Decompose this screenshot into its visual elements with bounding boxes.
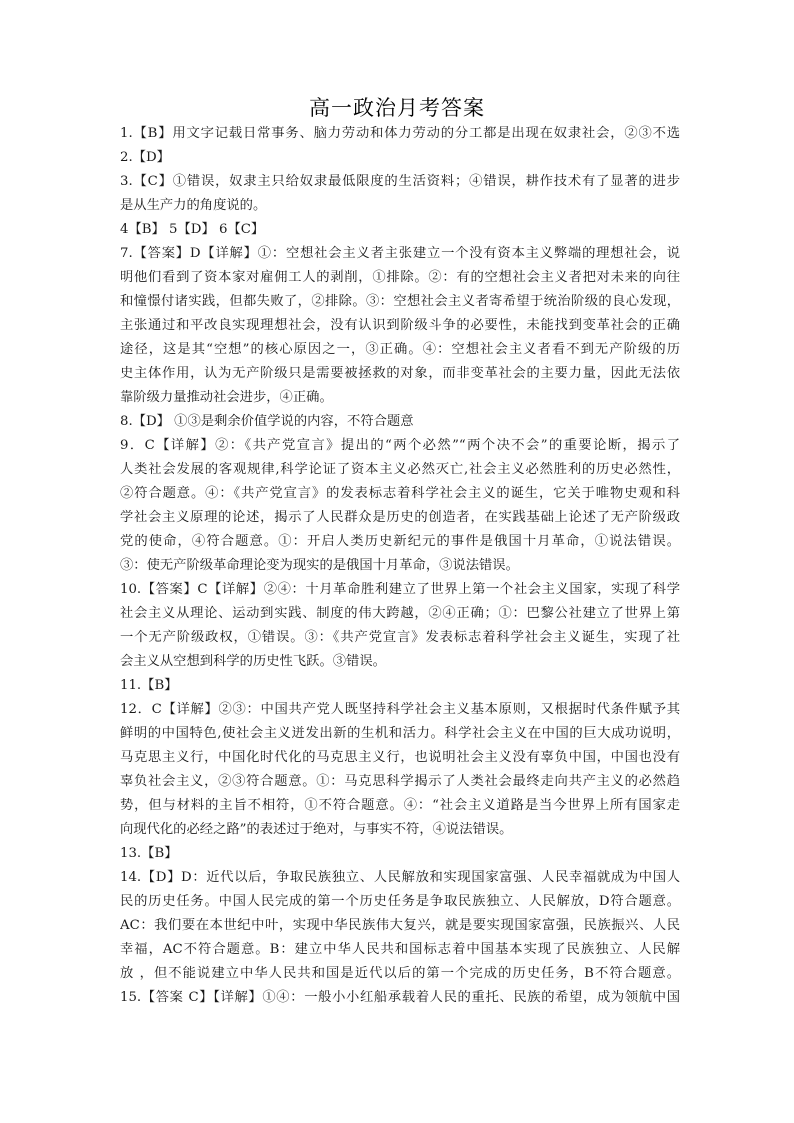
text-line: 向现代化的必经之路”的表述过于绝对，与事实不符，④说法错误。 <box>120 822 513 837</box>
text-line: 和憧憬付诸实践，但都失败了，②排除。③：空想社会主义者寄希望于统治阶级的良心发现， <box>120 294 680 309</box>
text-line: 一个无产阶级政权，①错误。③：《共产党宣言》发表标志着科学社会主义诞生，实现了社 <box>120 630 680 645</box>
text-line: 社会主义从理论、运动到实践、制度的伟大跨越，②④正确；①：巴黎公社建立了世界上第 <box>120 606 680 621</box>
text-line: 13.【B】 <box>120 846 178 861</box>
text-line: 明他们看到了资本家对雇佣工人的剥削，①排除。②：有的空想社会主义者把对未来的向往 <box>120 270 680 285</box>
text-line: 史主体作用，认为无产阶级只是需要被拯救的对象，而非变革社会的主要力量，因此无法依 <box>120 366 680 381</box>
text-line: 15.【答案 C】【详解】①④：一般小小红船承载着人民的重托、民族的希望，成为领航中国 <box>120 990 680 1005</box>
text-line: 途径，这是其“空想”的核心原因之一，③正确。④：空想社会主义者看不到无产阶级的历 <box>120 342 680 357</box>
text-line: 人类社会发展的客观规律,科学论证了资本主义必然灭亡,社会主义必然胜利的历史必然性， <box>120 462 680 477</box>
text-line: 4【B】 5【D】 6【C】 <box>120 222 265 237</box>
text-line: 马克思主义行，中国化时代化的马克思主义行，也说明社会主义没有辜负中国，中国也没有 <box>120 750 680 765</box>
text-line: ②符合题意。④：《共产党宣言》的发表标志着科学社会主义的诞生，它关于唯物史观和科 <box>120 486 680 501</box>
text-line: 3.【C】①错误，奴隶主只给奴隶最低限度的生活资料；④错误，耕作技术有了显著的进步 <box>120 174 680 189</box>
text-line: 辜负社会主义，②③符合题意。①：马克思科学揭示了人类社会最终走向共产主义的必然趋 <box>120 774 680 789</box>
text-line: 10.【答案】C【详解】②④：十月革命胜利建立了世界上第一个社会主义国家，实现了科学 <box>120 582 680 597</box>
text-line: 8.【D】 ①③是剩余价值学说的内容，不符合题意 <box>120 414 414 429</box>
answer-body <box>120 122 680 1010</box>
text-line: 12．C【详解】②③：中国共产党人既坚持科学社会主义基本原则，又根据时代条件赋予其 <box>120 702 680 717</box>
text-line: 幸福，AC不符合题意。B：建立中华人民共和国标志着中国基本实现了民族独立、人民解 <box>120 942 680 957</box>
text-line: 是从生产力的角度说的。 <box>120 198 267 213</box>
text-line: 靠阶级力量推动社会进步，④正确。 <box>120 390 333 405</box>
text-line: 放 ，但不能说建立中华人民共和国是近代以后的第一个完成的历史任务，B不符合题意。 <box>120 966 680 981</box>
text-line: 主张通过和平改良实现理想社会，没有认识到阶级斗争的必要性，未能找到变革社会的正确 <box>120 318 680 333</box>
text-line: 1.【B】用文字记载日常事务、脑力劳动和体力劳动的分工都是出现在奴隶社会，②③不选 <box>120 126 680 141</box>
text-line: 会主义从空想到科学的历史性飞跃。③错误。 <box>120 654 386 669</box>
text-line: 学社会主义原理的论述，揭示了人民群众是历史的创造者，在实践基础上论述了无产阶级政 <box>120 510 680 525</box>
text-line: 7.【答案】D【详解】①：空想社会主义者主张建立一个没有资本主义弊端的理想社会，说 <box>120 246 680 261</box>
text-line: AC：我们要在本世纪中叶，实现中华民族伟大复兴，就是要实现国家富强，民族振兴、人民 <box>120 918 680 933</box>
text-line: 势，但与材料的主旨不相符，①不符合题意。④：“社会主义道路是当今世界上所有国家走 <box>120 798 680 813</box>
text-line: ③：使无产阶级革命理论变为现实的是俄国十月革命，③说法错误。 <box>120 558 519 573</box>
text-line: 民的历史任务。中国人民完成的第一个历史任务是争取民族独立、人民解放，D符合题意。 <box>120 894 680 909</box>
text-line: 11.【B】 <box>120 678 178 693</box>
text-line: 9．C【详解】②：《共产党宣言》提出的“两个必然”“两个决不会”的重要论断，揭示了 <box>120 438 680 453</box>
text-line: 14.【D】D：近代以后，争取民族独立、人民解放和实现国家富强、人民幸福就成为中国人 <box>120 870 680 885</box>
page-title: 高一政治月考答案 <box>309 96 485 120</box>
text-line: 党的使命，④符合题意。①：开启人类历史新纪元的事件是俄国十月革命，①说法错误。 <box>120 534 680 549</box>
text-line: 2.【D】 <box>120 150 170 165</box>
text-line: 鲜明的中国特色,使社会主义迸发出新的生机和活力。科学社会主义在中国的巨大成功说明， <box>120 726 680 741</box>
